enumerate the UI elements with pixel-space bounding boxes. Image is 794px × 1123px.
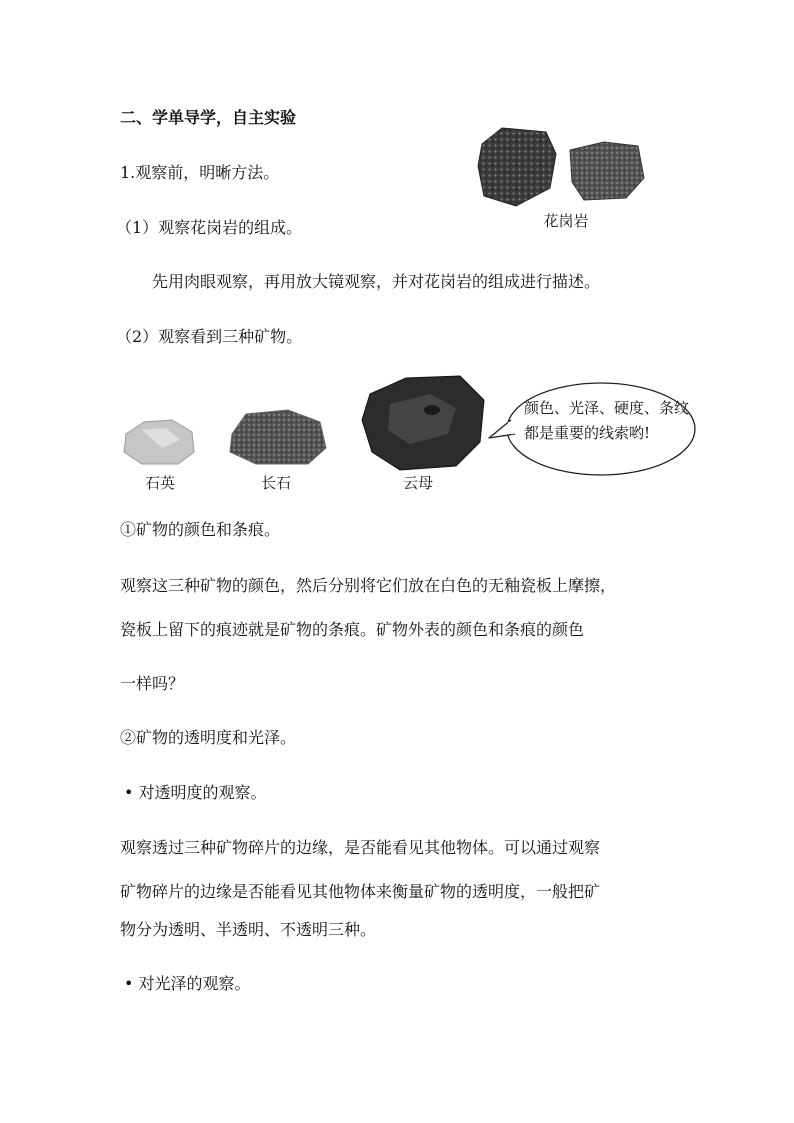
- item1-title: ①矿物的颜色和条痕。: [120, 520, 281, 539]
- speech-bubble-text: 颜色、光泽、硬度、条纹都是重要的线索哟!: [524, 399, 690, 442]
- mineral-caption: 云母: [402, 474, 433, 492]
- granite-image: [476, 126, 646, 208]
- transparency-body-line: 矿物碎片的边缘是否能看见其他物体来衡量矿物的透明度，一般把矿: [120, 882, 601, 901]
- transparency-body-line: 物分为透明、半透明、不透明三种。: [120, 920, 377, 939]
- granite-caption: 花岗岩: [543, 212, 589, 230]
- feldspar-image: [228, 408, 328, 468]
- sub2-heading: （2）观察看到三种矿物。: [116, 327, 303, 346]
- sub1-description: 先用肉眼观察，再用放大镜观察，并对花岗岩的组成进行描述。: [152, 272, 601, 291]
- section-heading: 二、学单导学，自主实验: [120, 108, 297, 127]
- step1-heading: 1.观察前，明晰方法。: [120, 163, 280, 182]
- mineral-caption: 石英: [144, 474, 175, 492]
- item1-body-line: 观察这三种矿物的颜色，然后分别将它们放在白色的无釉瓷板上摩擦，: [120, 576, 617, 595]
- sub1-heading: （1）观察花岗岩的组成。: [116, 218, 303, 237]
- bullet-luster: • 对光泽的观察。: [124, 974, 251, 993]
- bullet-transparency: • 对透明度的观察。: [124, 783, 267, 802]
- transparency-body-line: 观察透过三种矿物碎片的边缘，是否能看见其他物体。可以通过观察: [120, 838, 601, 857]
- item1-body-line: 一样吗？: [120, 674, 185, 693]
- mica-image: [360, 374, 488, 472]
- quartz-image: [122, 418, 197, 468]
- mineral-caption: 长石: [260, 474, 291, 492]
- item2-title: ②矿物的透明度和光泽。: [120, 728, 297, 747]
- item1-body-line: 瓷板上留下的痕迹就是矿物的条痕。矿物外表的颜色和条痕的颜色: [120, 620, 585, 639]
